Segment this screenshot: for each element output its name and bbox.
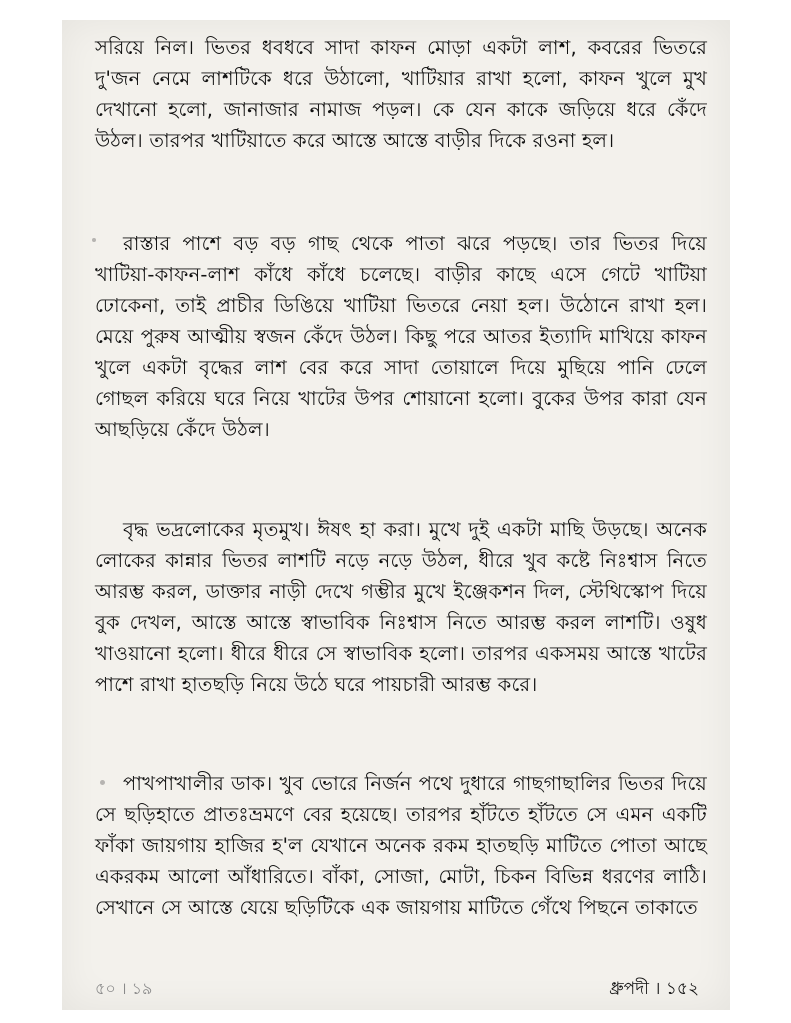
page-footer: [95, 976, 707, 1006]
footer-faint-text: ৫০ । ১৯: [95, 979, 153, 998]
paragraph-1: সরিয়ে নিল। ভিতর ধবধবে সাদা কাফন মোড়া একটা লাশ, কবরের ভিতরে দু'জন নেমে লাশটিকে ধরে উঠালো, খাটিয়ার রাখা হলো, কাফন খুলে মুখ দেখানো হলো, জানাজার নামাজ পড়ল। কে যেন কাকে জড়িয়ে ধরে কেঁদে উঠল। তারপর খাটিয়াতে করে আস্তে আস্তে বাড়ীর দিকে রওনা হল।: [95, 36, 707, 152]
paragraph-4: পাখপাখালীর ডাক। খুব ভোরে নির্জন পথে দুধারে গাছগাছালির ভিতর দিয়ে সে ছড়িহাতে প্রাতঃভ্রমণে বের হয়েছে। তারপর হাঁটতে হাঁটতে সে এমন একটি ফাঁকা জায়গায় হাজির হ'ল যেখানে অনেক রকম হাতছড়ি মাটিতে পোতা আছে একরকম আলো আঁধারিতে। বাঁকা, সোজা, মোটা, চিকন বিভিন্ন ধরণের লাঠি। সেখানে সে আস্তে যেয়ে ছড়িটিকে এক জায়গায় মাটিতে গেঁথে পিছনে তাকাতে: [95, 772, 707, 919]
paragraph-3: বৃদ্ধ ভদ্রলোকের মৃতমুখ। ঈষৎ হা করা। মুখে দুই একটা মাছি উড়ছে। অনেক লোকের কান্নার ভিতর লাশটি নড়ে নড়ে উঠল, ধীরে খুব কষ্টে নিঃশ্বাস নিতে আরম্ভ করল, ডাক্তার নাড়ী দেখে গম্ভীর মুখে ইঞ্জেকশন দিল, স্টেথিস্কোপ দিয়ে বুক দেখল, আস্তে আস্তে স্বাভাবিক নিঃশ্বাস নিতে আরম্ভ করল লাশটি। ওষুধ খাওয়ানো হলো। ধীরে ধীরে সে স্বাভাবিক হলো। তারপর একসময় আস্তে খাটের পাশে রাখা হাতছড়ি নিয়ে উঠে ঘরে পায়চারী আরম্ভ করে।: [95, 518, 707, 696]
paragraph-2: রাস্তার পাশে বড় বড় গাছ থেকে পাতা ঝরে পড়ছে। তার ভিতর দিয়ে খাটিয়া-কাফন-লাশ কাঁধে কাঁধে চলেছে। বাড়ীর কাছে এসে গেটে খাটিয়া ঢোকেনা, তাই প্রাচীর ডিঙিয়ে খাটিয়া ভিতরে নেয়া হল। উঠোনে রাখা হল। মেয়ে পুরুষ আত্মীয় স্বজন কেঁদে উঠল। কিছু পরে আতর ইত্যাদি মাখিয়ে কাফন খুলে একটা বৃদ্ধের লাশ বের করে সাদা তোয়ালে দিয়ে মুছিয়ে পানি ঢেলে গোছল করিয়ে ঘরে নিয়ে খাটের উপর শোয়ানো হলো। বুকের উপর কারা যেন আছড়িয়ে কেঁদে উঠল।: [95, 232, 707, 441]
footer-page-number: ধ্রুপদী । ১৫২: [609, 979, 699, 999]
